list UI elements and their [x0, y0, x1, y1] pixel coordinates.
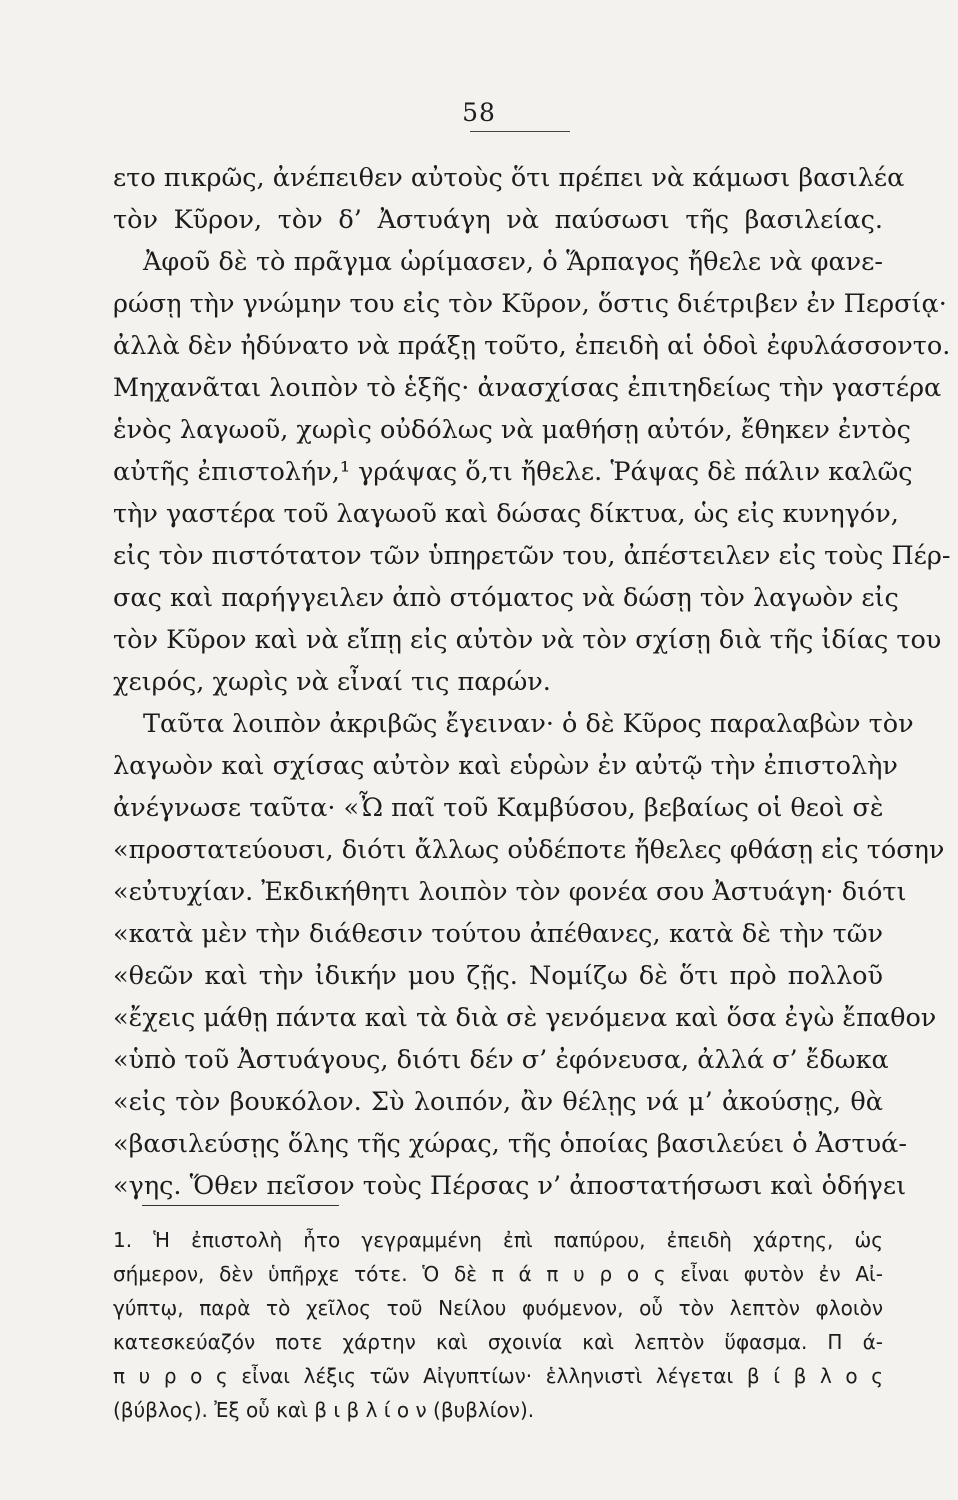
text-line: «γης. Ὅθεν πεῖσον τοὺς Πέρσας ν’ ἀποστατήσωσι καὶ ὁδήγει [113, 1171, 907, 1201]
text-line: «κατὰ μὲν τὴν διάθεσιν τούτου ἀπέθανες, κατὰ δὲ τὴν τῶν [113, 919, 883, 949]
text-line: αὐτῆς ἐπιστολήν,¹ γράψας ὅ,τι ἤθελε. Ῥάψας δὲ πάλιν καλῶς [113, 457, 913, 487]
text-line: ἀνέγνωσε ταῦτα· «Ὦ παῖ τοῦ Καμβύσου, βεβαίως οἱ θεοὶ σὲ [113, 793, 884, 823]
footnote-separator [142, 1205, 339, 1206]
footnote-line: κατεσκεύαζόν ποτε χάρτην καὶ σχοινία καὶ λεπτὸν ὕφασμα. Π ά- [113, 1330, 883, 1354]
text-line: «προστατεύουσι, διότι ἄλλως οὐδέποτε ἤθελες φθάσῃ εἰς τόσην [113, 835, 945, 865]
text-line: τὸν Κῦρον, τὸν δ’ Ἀστυάγη νὰ παύσωσι τῆς βασιλείας. [113, 205, 883, 235]
text-line: χειρός, χωρὶς νὰ εἶναί τις παρών. [113, 667, 551, 697]
text-line: ετο πικρῶς, ἀνέπειθεν αὐτοὺς ὅτι πρέπει νὰ κάμωσι βασιλέα [113, 163, 905, 193]
footnote-line: (βύβλος). Ἐξ οὗ καὶ β ι β λ ί ο ν (βυβλίον). [113, 1398, 535, 1422]
text-line: τὴν γαστέρα τοῦ λαγωοῦ καὶ δώσας δίκτυα, ὡς εἰς κυνηγόν, [113, 499, 899, 529]
footnote-line: π υ ρ ο ς εἶναι λέξις τῶν Αἰγυπτίων· ἑλληνιστὶ λέγεται β ί β λ ο ς [113, 1364, 883, 1388]
text-line: «βασιλεύσῃς ὅλης τῆς χώρας, τῆς ὁποίας βασιλεύει ὁ Ἀστυά- [113, 1129, 907, 1159]
text-line: σας καὶ παρήγγειλεν ἀπὸ στόματος νὰ δώσῃ τὸν λαγωὸν εἰς [113, 583, 899, 613]
text-line: «εὐτυχίαν. Ἐκδικήθητι λοιπὸν τὸν φονέα σου Ἀστυάγη· διότι [113, 877, 907, 907]
text-line: εἰς τὸν πιστότατον τῶν ὑπηρετῶν του, ἀπέστειλεν εἰς τοὺς Πέρ- [113, 541, 951, 571]
text-line: τὸν Κῦρον καὶ νὰ εἴπῃ εἰς αὐτὸν νὰ τὸν σχίσῃ διὰ τῆς ἰδίας του [113, 625, 942, 655]
text-line: «εἰς τὸν βουκόλον. Σὺ λοιπόν, ἂν θέλῃς νά μ’ ἀκούσῃς, θὰ [113, 1087, 883, 1117]
text-line: ἑνὸς λαγωοῦ, χωρὶς οὐδόλως νὰ μαθήσῃ αὐτόν, ἔθηκεν ἐντὸς [113, 415, 911, 445]
text-line: «θεῶν καὶ τὴν ἰδικήν μου ζῇς. Νομίζω δὲ ὅτι πρὸ πολλοῦ [113, 961, 883, 991]
text-line: λαγωὸν καὶ σχίσας αὐτὸν καὶ εὑρὼν ἐν αὐτῷ τὴν ἐπιστολὴν [113, 751, 898, 781]
page-number-underline [470, 131, 570, 132]
text-line: Ἀφοῦ δὲ τὸ πρᾶγμα ὡρίμασεν, ὁ Ἅρπαγος ἤθελε νὰ φανε- [143, 247, 883, 277]
text-line: ρώσῃ τὴν γνώμην του εἰς τὸν Κῦρον, ὅστις διέτριβεν ἐν Περσίᾳ· [113, 289, 947, 319]
text-line: «ἔχεις μάθῃ πάντα καὶ τὰ διὰ σὲ γενόμενα καὶ ὅσα ἐγὼ ἔπαθον [113, 1003, 937, 1033]
text-line: Μηχανᾶται λοιπὸν τὸ ἑξῆς· ἀνασχίσας ἐπιτηδείως τὴν γαστέρα [113, 373, 942, 403]
footnote-line: σήμερον, δὲν ὑπῆρχε τότε. Ὁ δὲ π ά π υ ρ ο ς εἶναι φυτὸν ἐν Αἰ- [113, 1262, 883, 1286]
text-line: Ταῦτα λοιπὸν ἀκριβῶς ἔγειναν· ὁ δὲ Κῦρος παραλαβὼν τὸν [143, 709, 914, 739]
text-line: «ὑπὸ τοῦ Ἀστυάγους, διότι δέν σ’ ἐφόνευσα, ἀλλά σ’ ἔδωκα [113, 1045, 889, 1075]
footnote-line: γύπτῳ, παρὰ τὸ χεῖλος τοῦ Νείλου φυόμενον, οὗ τὸν λεπτὸν φλοιὸν [113, 1296, 883, 1320]
text-line: ἀλλὰ δὲν ἠδύνατο νὰ πράξῃ τοῦτο, ἐπειδὴ αἱ ὁδοὶ ἐφυλάσσοντο. [113, 331, 951, 361]
footnote-line: 1. Ἡ ἐπιστολὴ ἦτο γεγραμμένη ἐπὶ παπύρου, ἐπειδὴ χάρτης, ὡς [113, 1228, 883, 1252]
page-number: 58 [462, 98, 496, 127]
